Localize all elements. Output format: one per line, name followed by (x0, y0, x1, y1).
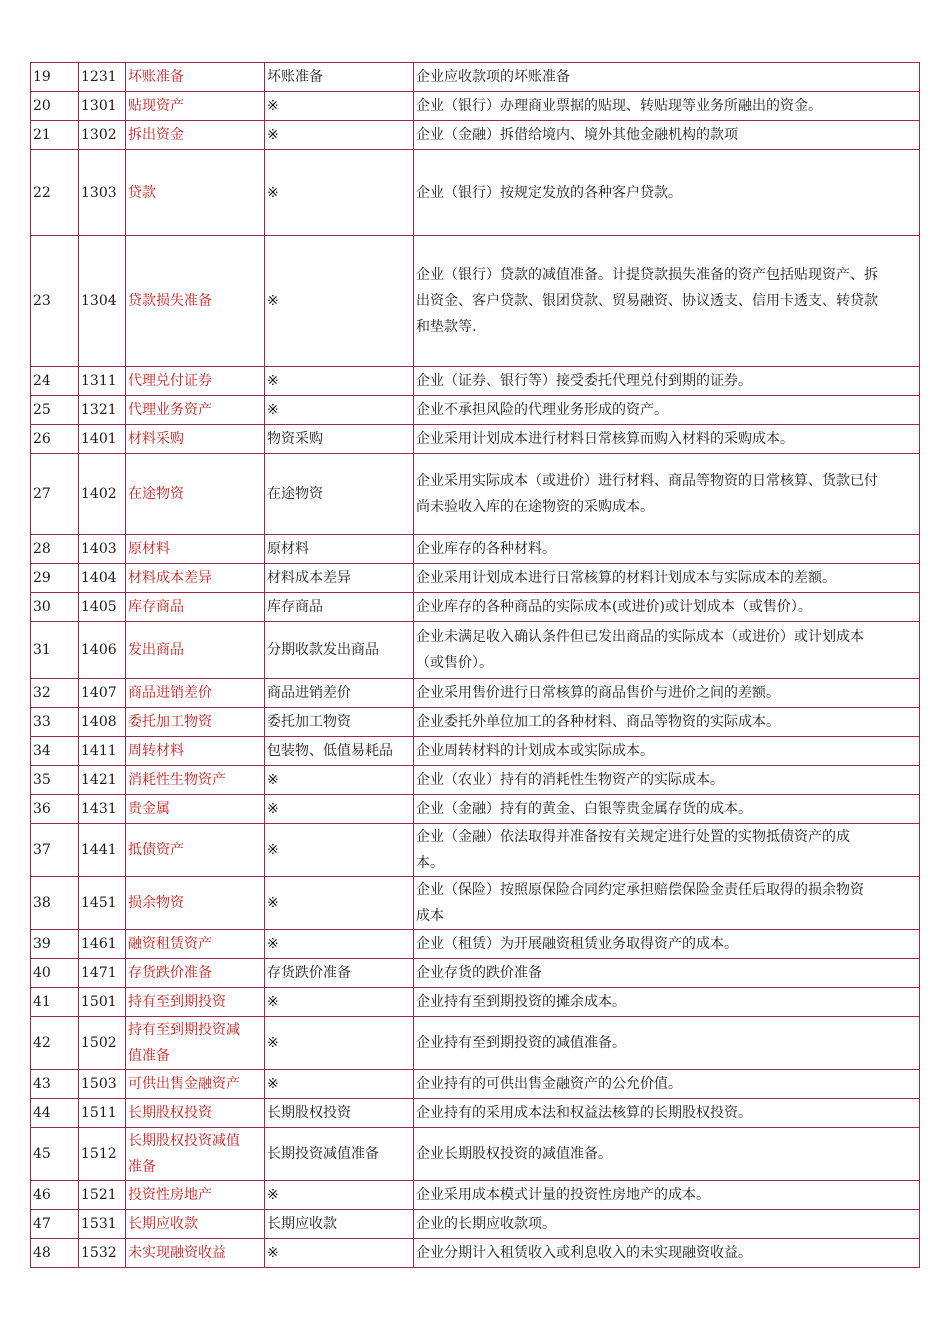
account-code-cell: 1502 (79, 1017, 126, 1070)
account-name-line: 融资租赁资产 (128, 936, 212, 952)
original-account-cell: 长期股权投资 (265, 1099, 414, 1128)
account-code-cell: 1532 (79, 1239, 126, 1268)
original-account-cell: ※ (265, 1017, 414, 1070)
description-cell (414, 454, 920, 535)
account-name-line: 长期股权投资 (128, 1105, 212, 1121)
row-number-cell: 26 (31, 425, 79, 454)
description-cell (414, 959, 920, 988)
description-line: 企业采用成本模式计量的投资性房地产的成本。 (416, 1187, 710, 1203)
table-row (31, 1099, 920, 1128)
original-account-cell: 坏账准备 (265, 63, 414, 92)
account-name-cell (126, 708, 265, 737)
account-code-cell: 1531 (79, 1210, 126, 1239)
account-code-cell: 1404 (79, 564, 126, 593)
account-code-cell: 1303 (79, 150, 126, 236)
description-cell (414, 564, 920, 593)
row-number-cell: 32 (31, 679, 79, 708)
original-account-cell: ※ (265, 367, 414, 396)
original-account-cell: ※ (265, 988, 414, 1017)
account-name-cell (126, 1128, 265, 1181)
account-name-line: 持有至到期投资减 (128, 1022, 240, 1038)
account-name-line: 损余物资 (128, 895, 184, 911)
account-code-cell: 1471 (79, 959, 126, 988)
account-name-line: 准备 (128, 1159, 156, 1175)
table-row (31, 622, 920, 679)
account-name-cell (126, 63, 265, 92)
account-name-cell (126, 1099, 265, 1128)
account-name-line: 可供出售金融资产 (128, 1076, 240, 1092)
description-line: 尚未验收入库的在途物资的采购成本。 (416, 499, 654, 515)
account-name-line: 贷款损失准备 (128, 293, 212, 309)
original-account-cell: ※ (265, 1181, 414, 1210)
account-name-cell (126, 367, 265, 396)
account-name-line: 贴现资产 (128, 98, 184, 114)
table-row (31, 1017, 920, 1070)
description-line: 企业采用实际成本（或进价）进行材料、商品等物资的日常核算、货款已付 (416, 473, 878, 489)
table-row (31, 1128, 920, 1181)
original-account-cell: 商品进销差价 (265, 679, 414, 708)
table-row (31, 708, 920, 737)
account-code-cell: 1304 (79, 236, 126, 367)
account-name-cell (126, 1070, 265, 1099)
original-account-cell: ※ (265, 766, 414, 795)
table-row (31, 1181, 920, 1210)
row-number-cell: 34 (31, 737, 79, 766)
table-row (31, 737, 920, 766)
description-line: 出资金、客户贷款、银团贷款、贸易融资、协议透支、信用卡透支、转贷款 (416, 293, 878, 309)
original-account-cell: 库存商品 (265, 593, 414, 622)
account-name-cell (126, 679, 265, 708)
account-name-cell (126, 737, 265, 766)
table-row (31, 454, 920, 535)
account-name-line: 抵债资产 (128, 842, 184, 858)
description-cell (414, 535, 920, 564)
description-cell (414, 1128, 920, 1181)
table-row (31, 766, 920, 795)
account-code-cell: 1421 (79, 766, 126, 795)
account-name-cell (126, 824, 265, 877)
account-code-cell: 1461 (79, 930, 126, 959)
description-cell (414, 988, 920, 1017)
account-name-cell (126, 877, 265, 930)
description-line: 企业持有至到期投资的摊余成本。 (416, 994, 626, 1010)
table-row (31, 1210, 920, 1239)
row-number-cell: 25 (31, 396, 79, 425)
description-line: 企业采用计划成本进行日常核算的材料计划成本与实际成本的差额。 (416, 570, 836, 586)
description-line: 成本 (416, 908, 444, 924)
account-code-cell: 1403 (79, 535, 126, 564)
description-cell (414, 708, 920, 737)
original-account-cell: ※ (265, 1239, 414, 1268)
table-row (31, 930, 920, 959)
table-row (31, 988, 920, 1017)
account-code-cell: 1231 (79, 63, 126, 92)
table-row (31, 535, 920, 564)
table-row (31, 396, 920, 425)
description-line: 企业应收款项的坏账准备 (416, 69, 570, 85)
description-line: 企业采用售价进行日常核算的商品售价与进价之间的差额。 (416, 685, 780, 701)
row-number-cell: 30 (31, 593, 79, 622)
account-code-cell: 1431 (79, 795, 126, 824)
description-line: 企业（农业）持有的消耗性生物资产的实际成本。 (416, 772, 724, 788)
row-number-cell: 45 (31, 1128, 79, 1181)
account-name-cell (126, 795, 265, 824)
account-name-line: 周转材料 (128, 743, 184, 759)
row-number-cell: 47 (31, 1210, 79, 1239)
description-line: 企业（租赁）为开展融资租赁业务取得资产的成本。 (416, 936, 738, 952)
description-cell (414, 1099, 920, 1128)
original-account-cell: ※ (265, 121, 414, 150)
original-account-cell: 存货跌价准备 (265, 959, 414, 988)
account-code-cell: 1301 (79, 92, 126, 121)
account-name-line: 贵金属 (128, 801, 170, 817)
description-cell (414, 766, 920, 795)
account-name-line: 材料采购 (128, 431, 184, 447)
description-cell (414, 824, 920, 877)
account-name-cell (126, 1017, 265, 1070)
description-line: 企业（保险）按照原保险合同约定承担赔偿保险金责任后取得的损余物资 (416, 882, 864, 898)
table-row (31, 1070, 920, 1099)
description-line: 企业不承担风险的代理业务形成的资产。 (416, 402, 668, 418)
account-name-cell (126, 425, 265, 454)
original-account-cell: 物资采购 (265, 425, 414, 454)
row-number-cell: 35 (31, 766, 79, 795)
description-cell (414, 150, 920, 236)
description-line: 企业持有的采用成本法和权益法核算的长期股权投资。 (416, 1105, 752, 1121)
description-cell (414, 679, 920, 708)
description-cell (414, 367, 920, 396)
row-number-cell: 24 (31, 367, 79, 396)
row-number-cell: 27 (31, 454, 79, 535)
account-name-cell (126, 959, 265, 988)
description-line: 企业（证券、银行等）接受委托代理兑付到期的证券。 (416, 373, 752, 389)
description-line: 企业库存的各种商品的实际成本(或进价)或计划成本（或售价）。 (416, 599, 812, 615)
description-line: 企业长期股权投资的减值准备。 (416, 1146, 612, 1162)
account-name-cell (126, 121, 265, 150)
account-name-cell (126, 236, 265, 367)
row-number-cell: 21 (31, 121, 79, 150)
description-cell (414, 930, 920, 959)
description-cell (414, 92, 920, 121)
table-row (31, 564, 920, 593)
account-name-line: 投资性房地产 (128, 1187, 212, 1203)
row-number-cell: 39 (31, 930, 79, 959)
row-number-cell: 44 (31, 1099, 79, 1128)
row-number-cell: 43 (31, 1070, 79, 1099)
account-name-line: 持有至到期投资 (128, 994, 226, 1010)
original-account-cell: ※ (265, 396, 414, 425)
account-code-cell: 1406 (79, 622, 126, 679)
original-account-cell: ※ (265, 92, 414, 121)
account-name-line: 原材料 (128, 541, 170, 557)
table-row (31, 150, 920, 236)
table-row (31, 877, 920, 930)
table-row (31, 121, 920, 150)
account-code-cell: 1407 (79, 679, 126, 708)
row-number-cell: 36 (31, 795, 79, 824)
account-name-line: 长期应收款 (128, 1216, 198, 1232)
account-code-cell: 1521 (79, 1181, 126, 1210)
account-name-line: 库存商品 (128, 599, 184, 615)
account-name-line: 代理兑付证券 (128, 373, 212, 389)
row-number-cell: 28 (31, 535, 79, 564)
table-row (31, 593, 920, 622)
account-code-cell: 1501 (79, 988, 126, 1017)
account-code-cell: 1441 (79, 824, 126, 877)
account-code-cell: 1302 (79, 121, 126, 150)
account-name-line: 发出商品 (128, 642, 184, 658)
original-account-cell: 长期投资减值准备 (265, 1128, 414, 1181)
account-name-cell (126, 622, 265, 679)
account-name-cell (126, 1239, 265, 1268)
account-name-cell (126, 454, 265, 535)
original-account-cell: ※ (265, 236, 414, 367)
original-account-cell: 包装物、低值易耗品 (265, 737, 414, 766)
original-account-cell: ※ (265, 877, 414, 930)
account-code-cell: 1402 (79, 454, 126, 535)
row-number-cell: 37 (31, 824, 79, 877)
description-line: 企业（金融）持有的黄金、白银等贵金属存货的成本。 (416, 801, 752, 817)
account-code-cell: 1411 (79, 737, 126, 766)
account-name-cell (126, 1210, 265, 1239)
description-line: 企业库存的各种材料。 (416, 541, 556, 557)
original-account-cell: ※ (265, 930, 414, 959)
account-table-body (31, 63, 920, 1268)
account-code-cell: 1503 (79, 1070, 126, 1099)
table-row (31, 367, 920, 396)
account-name-cell (126, 930, 265, 959)
description-line: 企业（银行）按规定发放的各种客户贷款。 (416, 184, 682, 201)
description-line: 企业周转材料的计划成本或实际成本。 (416, 743, 654, 759)
table-row (31, 425, 920, 454)
account-code-cell: 1311 (79, 367, 126, 396)
account-name-line: 坏账准备 (128, 69, 184, 85)
original-account-cell: ※ (265, 824, 414, 877)
account-name-cell (126, 1181, 265, 1210)
row-number-cell: 22 (31, 150, 79, 236)
account-name-line: 商品进销差价 (128, 685, 212, 701)
table-row (31, 1239, 920, 1268)
account-name-line: 值准备 (128, 1048, 170, 1064)
description-cell (414, 1239, 920, 1268)
row-number-cell: 29 (31, 564, 79, 593)
original-account-cell: 原材料 (265, 535, 414, 564)
account-name-line: 拆出资金 (128, 127, 184, 143)
row-number-cell: 40 (31, 959, 79, 988)
original-account-cell: ※ (265, 150, 414, 236)
account-name-line: 消耗性生物资产 (128, 772, 226, 788)
original-account-cell: 在途物资 (265, 454, 414, 535)
original-account-cell: 分期收款发出商品 (265, 622, 414, 679)
description-line: 企业的长期应收款项。 (416, 1216, 556, 1232)
description-line: 企业（银行）办理商业票据的贴现、转贴现等业务所融出的资金。 (416, 98, 822, 114)
account-code-cell: 1511 (79, 1099, 126, 1128)
description-line: 企业存货的跌价准备 (416, 965, 542, 981)
row-number-cell: 46 (31, 1181, 79, 1210)
description-cell (414, 425, 920, 454)
table-row (31, 92, 920, 121)
description-cell (414, 1181, 920, 1210)
description-cell (414, 877, 920, 930)
row-number-cell: 23 (31, 236, 79, 367)
table-row (31, 63, 920, 92)
account-name-cell (126, 150, 265, 236)
account-name-line: 未实现融资收益 (128, 1245, 226, 1261)
row-number-cell: 38 (31, 877, 79, 930)
account-name-line: 存货跌价准备 (128, 965, 212, 981)
description-line: 企业未满足收入确认条件但已发出商品的实际成本（或进价）或计划成本 (416, 629, 864, 645)
account-code-cell: 1405 (79, 593, 126, 622)
description-line: 企业分期计入租赁收入或利息收入的未实现融资收益。 (416, 1245, 752, 1261)
account-code-cell: 1408 (79, 708, 126, 737)
row-number-cell: 41 (31, 988, 79, 1017)
account-name-cell (126, 988, 265, 1017)
description-cell (414, 737, 920, 766)
description-line: 企业采用计划成本进行材料日常核算而购入材料的采购成本。 (416, 431, 794, 447)
account-name-cell (126, 396, 265, 425)
row-number-cell: 33 (31, 708, 79, 737)
description-cell (414, 1070, 920, 1099)
table-row (31, 795, 920, 824)
original-account-cell: 委托加工物资 (265, 708, 414, 737)
description-cell (414, 795, 920, 824)
table-row (31, 236, 920, 367)
description-cell (414, 396, 920, 425)
account-name-line: 代理业务资产 (128, 402, 212, 418)
account-code-cell: 1401 (79, 425, 126, 454)
account-name-cell (126, 564, 265, 593)
description-cell (414, 593, 920, 622)
account-name-cell (126, 535, 265, 564)
table-row (31, 824, 920, 877)
description-line: 企业（银行）贷款的减值准备。计提贷款损失准备的资产包括贴现资产、拆 (416, 267, 878, 283)
account-name-line: 在途物资 (128, 486, 184, 502)
description-cell (414, 622, 920, 679)
description-cell (414, 236, 920, 367)
row-number-cell: 42 (31, 1017, 79, 1070)
description-line: 企业持有至到期投资的减值准备。 (416, 1035, 626, 1051)
description-cell (414, 1017, 920, 1070)
account-code-cell: 1512 (79, 1128, 126, 1181)
description-cell (414, 1210, 920, 1239)
account-name-cell (126, 593, 265, 622)
description-line: 企业（金融）拆借给境内、境外其他金融机构的款项 (416, 127, 738, 143)
row-number-cell: 20 (31, 92, 79, 121)
row-number-cell: 19 (31, 63, 79, 92)
description-line: 企业（金融）依法取得并准备按有关规定进行处置的实物抵债资产的成 (416, 829, 850, 845)
description-line: 本。 (416, 855, 444, 871)
account-name-cell (126, 92, 265, 121)
row-number-cell: 31 (31, 622, 79, 679)
description-line: 和垫款等. (416, 319, 477, 335)
original-account-cell: 长期应收款 (265, 1210, 414, 1239)
account-table (30, 62, 920, 1268)
account-code-cell: 1451 (79, 877, 126, 930)
original-account-cell: ※ (265, 1070, 414, 1099)
description-line: （或售价）。 (416, 655, 493, 671)
account-name-line: 长期股权投资减值 (128, 1133, 240, 1149)
account-name-line: 贷款 (128, 184, 156, 201)
description-line: 企业持有的可供出售金融资产的公允价值。 (416, 1076, 682, 1092)
account-code-cell: 1321 (79, 396, 126, 425)
original-account-cell: ※ (265, 795, 414, 824)
table-row (31, 959, 920, 988)
account-name-cell (126, 766, 265, 795)
account-name-line: 委托加工物资 (128, 714, 212, 730)
description-cell (414, 63, 920, 92)
description-cell (414, 121, 920, 150)
account-name-line: 材料成本差异 (128, 570, 212, 586)
row-number-cell: 48 (31, 1239, 79, 1268)
table-row (31, 679, 920, 708)
description-line: 企业委托外单位加工的各种材料、商品等物资的实际成本。 (416, 714, 780, 730)
original-account-cell: 材料成本差异 (265, 564, 414, 593)
